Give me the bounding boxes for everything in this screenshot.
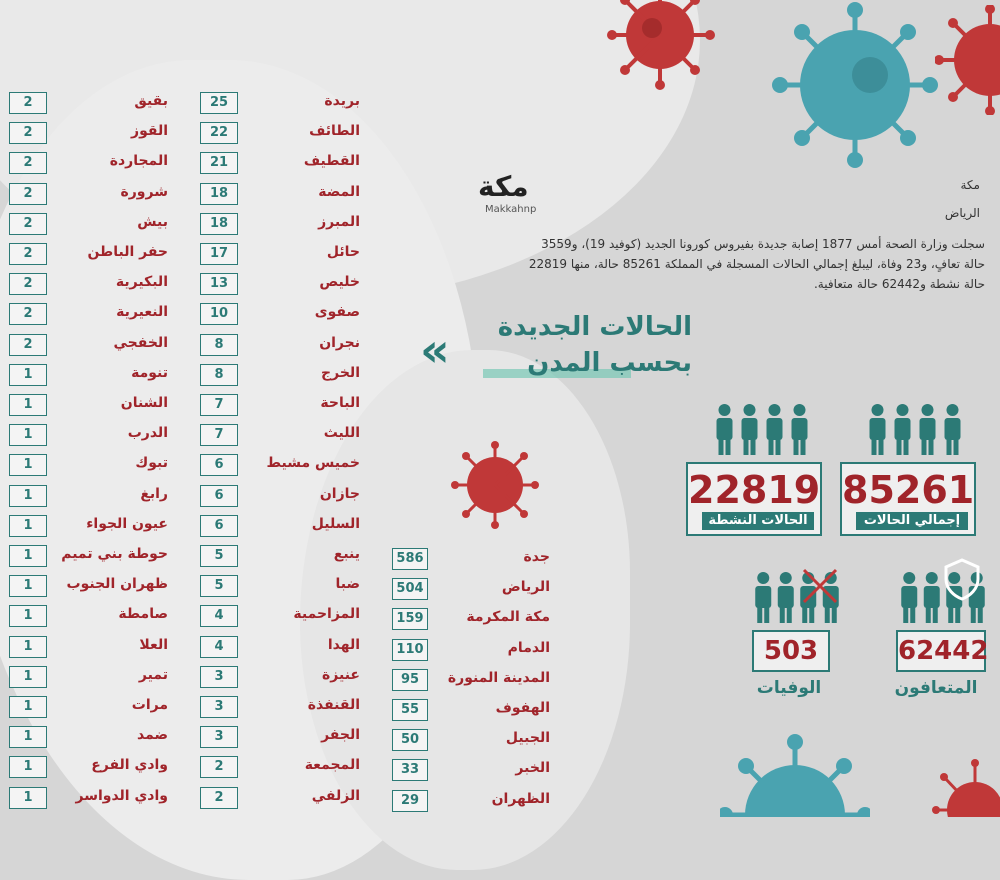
city-case-count: 2 [9, 122, 47, 144]
city-case-count: 1 [9, 605, 47, 627]
city-name: الهدا [327, 636, 360, 653]
city-case-count: 6 [200, 454, 238, 476]
city-case-count: 95 [392, 669, 428, 691]
city-name: خميس مشيط [266, 455, 360, 472]
city-name: الخبر [515, 760, 550, 777]
cross-mark-icon [800, 566, 840, 606]
city-case-count: 2 [9, 92, 47, 114]
logo: مكة [478, 170, 529, 203]
city-name: خليص [319, 274, 360, 291]
chevron-left-icon: « [420, 323, 450, 377]
city-case-count: 2 [9, 152, 47, 174]
city-name: نجران [319, 334, 360, 351]
city-name: الظهران [491, 790, 550, 807]
total-cases-label: إجمالي الحالات [856, 512, 968, 530]
city-name: المجمعة [304, 757, 360, 774]
city-case-count: 3 [200, 726, 238, 748]
city-name: الجبيل [505, 730, 550, 747]
city-name: القنفذة [307, 697, 360, 713]
city-case-count: 2 [200, 787, 238, 809]
city-case-count: 1 [9, 787, 47, 809]
city-name: العلا [139, 636, 168, 653]
active-cases-value: 22819 [688, 468, 821, 512]
city-name: مكة المكرمة [466, 609, 550, 626]
city-case-count: 1 [9, 485, 47, 507]
city-case-count: 18 [200, 183, 238, 205]
city-name: الزلفي [311, 787, 360, 804]
active-cases-box [686, 462, 822, 536]
page-title: الحالات الجديدة [497, 312, 692, 342]
virus-icon-red [600, 0, 720, 90]
city-name: وادي الدواسر [75, 787, 168, 804]
city-case-count: 5 [200, 545, 238, 567]
city-name: جدة [523, 549, 550, 565]
people-icon [712, 402, 812, 457]
city-name: ينبع [333, 546, 360, 562]
city-name: مرات [131, 697, 168, 713]
city-case-count: 2 [9, 303, 47, 325]
city-name: ضمد [136, 727, 168, 744]
city-name: ظهران الجنوب [66, 576, 168, 593]
city-case-count: 6 [200, 485, 238, 507]
city-name: حوطة بني تميم [61, 546, 168, 562]
city-name: السليل [311, 515, 360, 532]
city-name: صفوى [314, 304, 360, 321]
city-case-count: 7 [200, 424, 238, 446]
city-case-count: 13 [200, 273, 238, 295]
city-name: المجاردة [109, 153, 168, 170]
city-case-count: 1 [9, 575, 47, 597]
city-name: الدرب [127, 425, 168, 442]
city-name: الخرج [321, 364, 360, 381]
city-case-count: 586 [392, 548, 428, 570]
city-name: عيون الجواء [86, 515, 168, 532]
source-city: مكة [960, 178, 980, 192]
city-name: المزاحمية [293, 606, 360, 623]
city-name: الباحة [320, 395, 360, 411]
city-case-count: 4 [200, 605, 238, 627]
city-case-count: 8 [200, 364, 238, 386]
city-case-count: 2 [9, 334, 47, 356]
city-case-count: 2 [9, 183, 47, 205]
city-case-count: 50 [392, 729, 428, 751]
city-name: الجفر [321, 727, 360, 744]
total-cases-value: 85261 [842, 468, 975, 512]
city-name: الليث [323, 425, 360, 442]
city-name: القوز [131, 123, 168, 140]
city-case-count: 1 [9, 454, 47, 476]
city-name: بريدة [324, 93, 360, 109]
virus-icon-red [935, 5, 1000, 115]
city-case-count: 5 [200, 575, 238, 597]
city-case-count: 3 [200, 666, 238, 688]
city-name: الدمام [507, 639, 550, 656]
city-name: تنومة [131, 364, 168, 381]
city-name: ضبا [335, 576, 360, 593]
city-case-count: 25 [200, 92, 238, 114]
city-case-count: 4 [200, 636, 238, 658]
deaths-label: الوفيات [756, 678, 822, 698]
city-case-count: 10 [200, 303, 238, 325]
city-case-count: 1 [9, 515, 47, 537]
city-case-count: 7 [200, 394, 238, 416]
city-case-count: 1 [9, 364, 47, 386]
city-name: عنيزة [322, 666, 360, 683]
virus-icon-red [450, 440, 540, 530]
city-name: البكيرية [115, 274, 168, 291]
city-name: المضة [318, 183, 360, 200]
deaths-box [752, 630, 830, 672]
city-name: تبوك [135, 455, 168, 472]
recovered-label: المتعافون [894, 678, 978, 698]
city-name: حفر الباطن [87, 244, 168, 260]
virus-icon-teal [770, 0, 940, 170]
city-name: المدينة المنورة [447, 669, 550, 686]
city-name: الهفوف [495, 700, 550, 716]
city-case-count: 1 [9, 756, 47, 778]
city-case-count: 1 [9, 666, 47, 688]
city-name: حائل [326, 244, 360, 260]
city-case-count: 1 [9, 424, 47, 446]
city-name: بيش [137, 213, 168, 230]
city-case-count: 2 [200, 756, 238, 778]
city-case-count: 6 [200, 515, 238, 537]
deaths-value: 503 [763, 636, 819, 666]
city-name: تمير [138, 666, 168, 683]
city-name: المبرز [318, 213, 360, 230]
city-case-count: 8 [200, 334, 238, 356]
city-case-count: 110 [392, 639, 428, 661]
city-name: الشنان [120, 395, 168, 411]
city-name: الطائف [309, 123, 360, 140]
city-case-count: 159 [392, 608, 428, 630]
city-name: الرياض [501, 579, 550, 596]
city-name: القطيف [303, 153, 360, 170]
news-paragraph: سجلت وزارة الصحة أمس 1877 إصابة جديدة بفيروس كورونا الجديد (كوفيد 19)، و3559 حالة تعافٍ، و23 وفاة، ليبلغ إجمالي الحالات المسجلة في المملكة 85261 حالة، منها 22819 حالة نشطة و62442 حالة متعافية. [528, 237, 985, 291]
recovered-value: 62442 [898, 636, 989, 666]
city-case-count: 17 [200, 243, 238, 265]
city-case-count: 2 [9, 213, 47, 235]
city-case-count: 504 [392, 578, 428, 600]
city-case-count: 3 [200, 696, 238, 718]
city-case-count: 18 [200, 213, 238, 235]
page-subtitle: بحسب المدن [527, 348, 692, 378]
city-case-count: 1 [9, 394, 47, 416]
city-name: شرورة [120, 183, 168, 200]
city-case-count: 2 [9, 243, 47, 265]
city-case-count: 2 [9, 273, 47, 295]
city-name: جازان [319, 485, 360, 502]
city-name: وادي الفرع [91, 757, 168, 774]
city-name: رابغ [140, 485, 168, 502]
city-name: الخفجي [113, 334, 168, 351]
city-name: بقيق [134, 93, 168, 109]
city-case-count: 21 [200, 152, 238, 174]
active-cases-label: الحالات النشطة [702, 512, 814, 530]
city-case-count: 1 [9, 726, 47, 748]
total-cases-box [840, 462, 976, 536]
city-case-count: 1 [9, 636, 47, 658]
city-case-count: 22 [200, 122, 238, 144]
recovered-box [896, 630, 989, 672]
city-case-count: 55 [392, 699, 428, 721]
city-case-count: 29 [392, 790, 428, 812]
source-place: الرياض [944, 206, 980, 220]
virus-icon-teal [720, 730, 870, 817]
city-name: صامطة [118, 606, 168, 623]
people-icon [865, 402, 965, 457]
logo-handle: Makkahnp [485, 204, 537, 215]
shield-icon [942, 557, 982, 601]
virus-icon-red [930, 755, 1000, 817]
city-case-count: 1 [9, 545, 47, 567]
city-case-count: 33 [392, 759, 428, 781]
city-name: النعيرية [116, 304, 168, 321]
city-case-count: 1 [9, 696, 47, 718]
